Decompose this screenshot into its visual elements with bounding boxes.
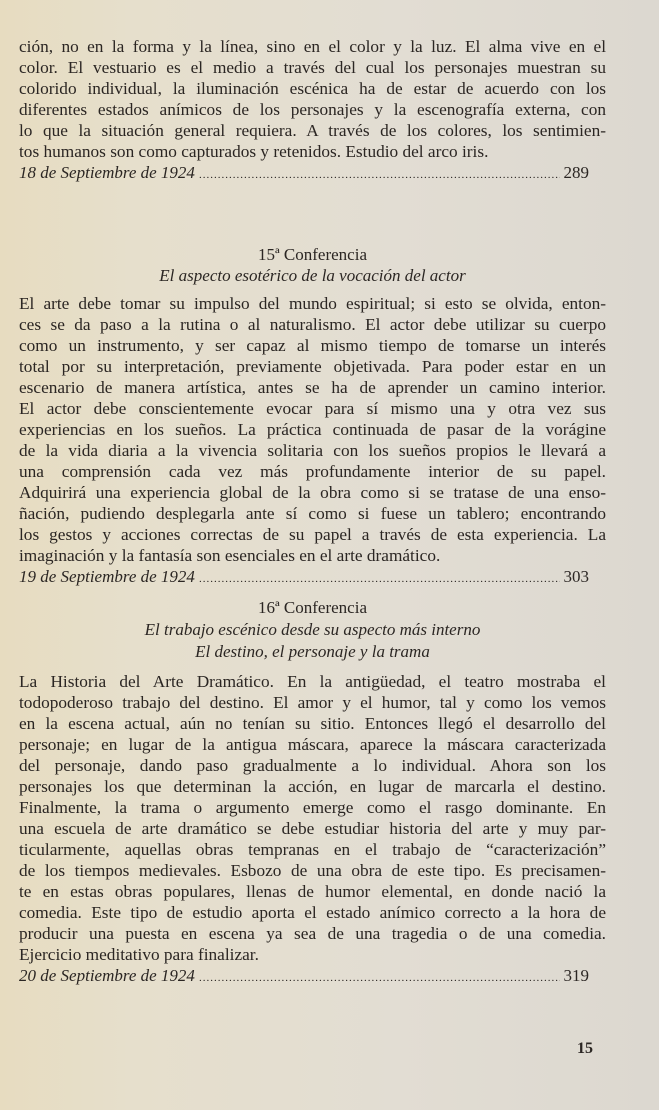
text-line: todopoderoso trabajo del destino. El amor y el humor, tal y como los vemos bbox=[19, 693, 606, 712]
text-line: de los tiempos medievales. Esbozo de una obra de este tipo. Es precisamen- bbox=[19, 861, 606, 880]
lecture-date: 18 de Septiembre de 1924 bbox=[19, 163, 195, 182]
dot-leader bbox=[199, 165, 560, 186]
page-reference: 303 bbox=[563, 567, 589, 586]
section-continuation bbox=[19, 36, 606, 183]
text-line: experiencias en los sueños. La práctica continuada de pasar de la vorágine bbox=[19, 420, 606, 439]
lecture-date: 20 de Septiembre de 1924 bbox=[19, 966, 195, 985]
text-line: te en estas obras populares, llenas de humor elemental, en donde nació la bbox=[19, 882, 606, 901]
text-line: colorido individual, la iluminación escénica ha de estar de acuerdo con los bbox=[19, 79, 606, 98]
text-line: producir una puesta en escena ya sea de una tragedia o de una comedia. bbox=[19, 924, 606, 943]
text-line: ción, no en la forma y la línea, sino en el color y la luz. El alma vive en el bbox=[19, 37, 606, 56]
text-line: una escuela de arte dramático se debe estudiar historia del arte y muy par- bbox=[19, 819, 606, 838]
text-line: en la escena actual, aún no tenían su sitio. Entonces llegó el desarrollo del bbox=[19, 714, 606, 733]
text-line: una comprensión cada vez más profundamente interior de su papel. bbox=[19, 462, 606, 481]
text-line: de la vida diaria a la vivencia solitaria con los sueños propios le llevará a bbox=[19, 441, 606, 460]
text-line: personajes los que determinan la acción, en lugar de marcarla el destino. bbox=[19, 777, 606, 796]
section-conference-16 bbox=[19, 671, 606, 986]
text-line: personaje; en lugar de la antigua máscara, aparece la máscara caracterizada bbox=[19, 735, 606, 754]
conference-16-subtitle-2: El destino, el personaje y la trama bbox=[195, 642, 430, 661]
text-line: Adquirirá una experiencia global de la obra como si se tratase de una enso- bbox=[19, 483, 606, 502]
text-line: La Historia del Arte Dramático. En la antigüedad, el teatro mostraba el bbox=[19, 672, 606, 691]
text-line: ñación, pudiendo desplegarla ante sí como si fuese un tablero; encontrando bbox=[19, 504, 606, 523]
conference-15-heading: 15ª Conferencia bbox=[257, 245, 367, 264]
toc-entry bbox=[19, 162, 606, 183]
conference-16-subtitle-1: El trabajo escénico desde su aspecto más interno bbox=[144, 620, 481, 639]
lecture-date: 19 de Septiembre de 1924 bbox=[19, 567, 195, 586]
text-line: ticularmente, aquellas obras tempranas en el trabajo de “caracterización” bbox=[19, 840, 606, 859]
text-line: del personaje, dando paso gradualmente a lo individual. Ahora son los bbox=[19, 756, 606, 775]
page-number: 15 bbox=[577, 1040, 593, 1057]
text-line: los gestos y acciones correctas de su papel a través de esta experiencia. La bbox=[19, 525, 606, 544]
text-line: El arte debe tomar su impulso del mundo espiritual; si esto se olvida, enton- bbox=[19, 294, 606, 313]
dot-leader bbox=[199, 569, 560, 590]
text-line: lo que la situación general requiera. A través de los colores, los sentimien- bbox=[19, 121, 606, 140]
section-conference-15 bbox=[19, 293, 606, 587]
toc-entry bbox=[19, 566, 606, 587]
text-line: comedia. Este tipo de estudio aporta el estado anímico correcto a la hora de bbox=[19, 903, 606, 922]
conference-16-heading: 16ª Conferencia bbox=[257, 598, 367, 617]
conference-15-subtitle: El aspecto esotérico de la vocación del actor bbox=[159, 266, 466, 285]
text-line: diferentes estados anímicos de los personajes y la escenografía externa, con bbox=[19, 100, 606, 119]
text-line: color. El vestuario es el medio a través del cual los personajes muestran su bbox=[19, 58, 606, 77]
text-line: como un instrumento, y ser capaz al mismo tiempo de tomarse un interés bbox=[19, 336, 606, 355]
text-line: imaginación y la fantasía son esenciales en el arte dramático. bbox=[19, 546, 441, 565]
text-line: Ejercicio meditativo para finalizar. bbox=[19, 945, 259, 964]
text-line: ces se da paso a la rutina o al naturalismo. El actor debe utilizar su cuerpo bbox=[19, 315, 606, 334]
page-reference: 319 bbox=[563, 966, 589, 985]
dot-leader bbox=[199, 968, 560, 989]
page-reference: 289 bbox=[563, 163, 589, 182]
text-line: total por su interpretación, previamente objetivada. Para poder estar en un bbox=[19, 357, 606, 376]
toc-entry bbox=[19, 965, 606, 986]
text-line: tos humanos son como capturados y retenidos. Estudio del arco iris. bbox=[19, 142, 489, 161]
text-line: El actor debe conscientemente evocar para sí mismo una y otra vez sus bbox=[19, 399, 606, 418]
text-line: Finalmente, la trama o argumento emerge como el rasgo dominante. En bbox=[19, 798, 606, 817]
text-line: escenario de manera artística, antes se ha de aprender un camino interior. bbox=[19, 378, 606, 397]
